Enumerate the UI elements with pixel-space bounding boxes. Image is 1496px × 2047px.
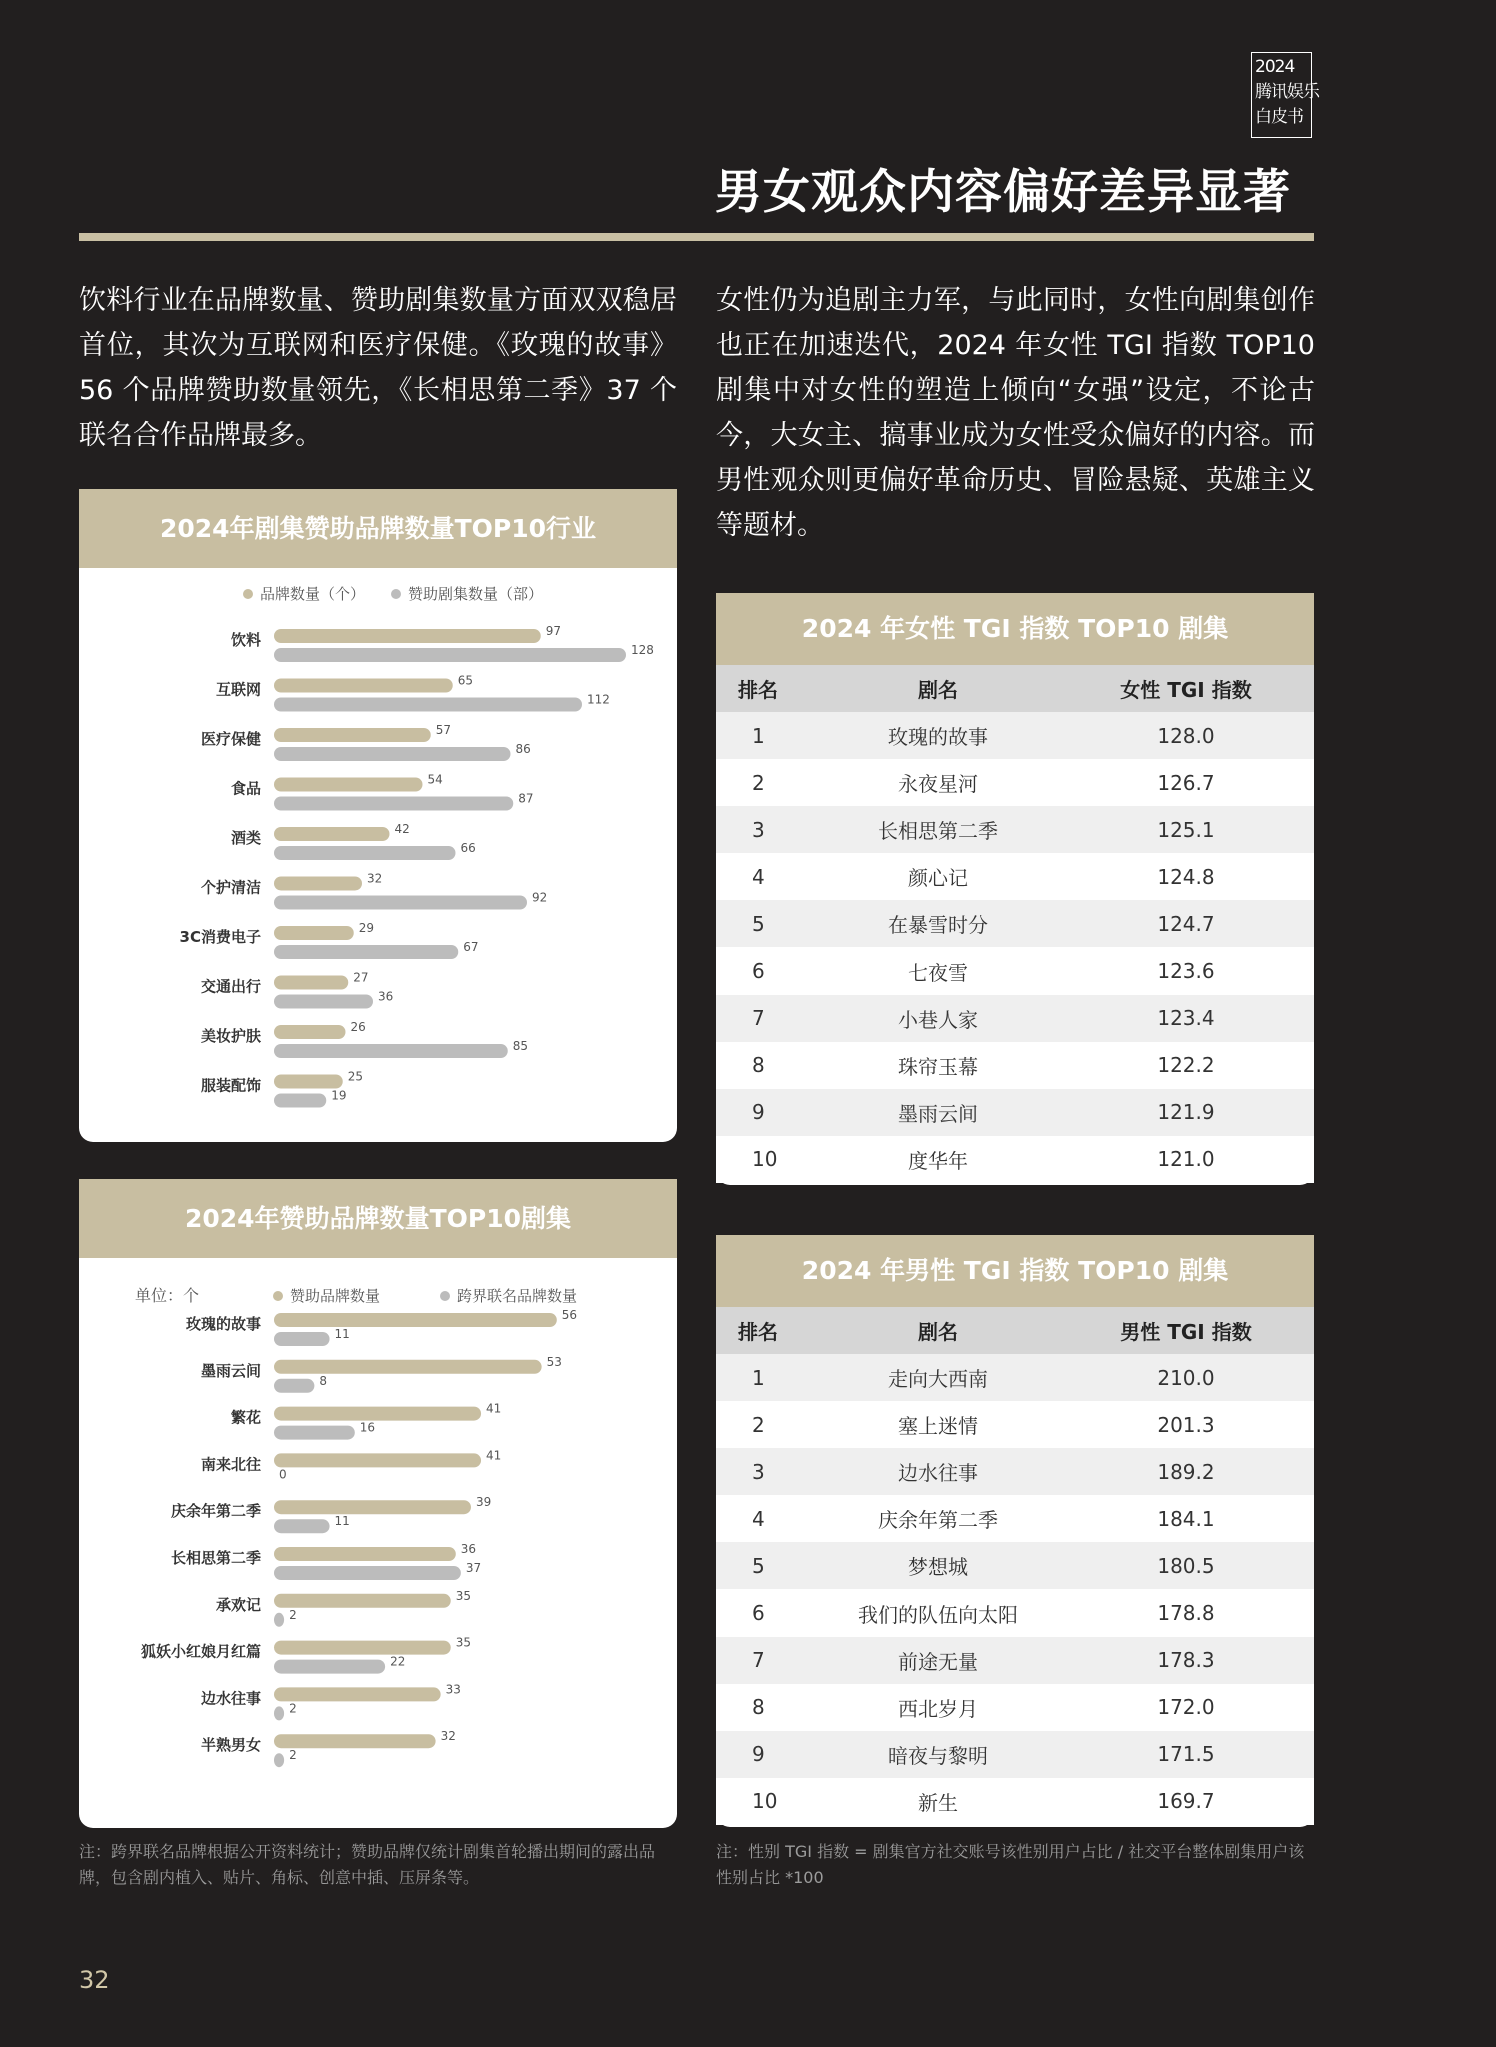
table-row [716, 1495, 1314, 1542]
cell-drama: 塞上迷情 [818, 1401, 1058, 1448]
table-header-row [716, 1307, 1314, 1354]
data-label: 54 [427, 772, 443, 787]
cell-tgi: 126.7 [1058, 759, 1314, 806]
cell-tgi: 180.5 [1058, 1542, 1314, 1589]
data-label: 2 [289, 1748, 297, 1763]
cell-tgi: 121.0 [1058, 1136, 1314, 1183]
cell-tgi: 171.5 [1058, 1731, 1314, 1778]
cell-drama: 边水往事 [818, 1448, 1058, 1495]
cell-rank: 8 [716, 1042, 818, 1089]
header-rank: 排名 [716, 665, 818, 712]
male-tgi-table [716, 1307, 1314, 1825]
legend-label: 跨界联名品牌数量 [457, 1287, 578, 1305]
data-label: 32 [367, 871, 383, 886]
bar [274, 1025, 346, 1039]
category-label: 食品 [230, 779, 261, 798]
bar [274, 896, 527, 910]
page-number: 32 [79, 1966, 110, 1994]
table-row [716, 712, 1314, 759]
data-label: 53 [546, 1354, 562, 1369]
footnote-left: 注：跨界联名品牌根据公开资料统计；赞助品牌仅统计剧集首轮播出期间的露出品牌，包含剧内植入、贴片、角标、创意中插、压屏条等。 [79, 1842, 656, 1887]
header-drama: 剧名 [818, 665, 1058, 712]
category-label: 酒类 [230, 829, 261, 847]
data-label: 41 [486, 1448, 502, 1463]
bar [274, 1075, 343, 1089]
data-label: 97 [545, 624, 562, 638]
cell-drama: 颜心记 [818, 853, 1058, 900]
cell-drama: 度华年 [818, 1136, 1058, 1183]
bar [274, 926, 354, 940]
category-label: 交通出行 [200, 977, 261, 996]
cell-rank: 5 [716, 900, 818, 947]
bar [274, 1379, 314, 1393]
legend-label: 赞助品牌数量 [290, 1287, 381, 1305]
cell-rank: 1 [716, 712, 818, 759]
bar [274, 1360, 542, 1374]
chart-title: 2024年赞助品牌数量TOP10剧集 [79, 1179, 677, 1258]
legend-label: 品牌数量（个） [260, 585, 366, 603]
bar [274, 778, 423, 792]
bar [274, 728, 431, 742]
cell-rank: 1 [716, 1354, 818, 1401]
bar [274, 1687, 441, 1701]
category-label: 医疗保健 [200, 730, 261, 748]
category-label: 3C消费电子 [179, 928, 261, 946]
header-tgi: 女性 TGI 指数 [1058, 665, 1314, 712]
data-label: 36 [460, 1542, 477, 1556]
logo-year: 2024 [1255, 57, 1295, 77]
cell-drama: 前途无量 [818, 1637, 1058, 1684]
bar [274, 648, 626, 662]
bar [274, 1426, 355, 1440]
data-label: 41 [486, 1401, 502, 1416]
data-label: 19 [331, 1088, 347, 1103]
title-divider [79, 233, 1314, 241]
cell-tgi: 169.7 [1058, 1778, 1314, 1825]
bar [274, 1753, 284, 1767]
category-label: 互联网 [215, 680, 261, 699]
table-row [716, 1542, 1314, 1589]
bar [274, 1734, 436, 1748]
bar [274, 629, 541, 643]
cell-drama: 西北岁月 [818, 1684, 1058, 1731]
data-label: 2 [289, 1607, 297, 1622]
data-label: 29 [358, 921, 375, 935]
table-row [716, 806, 1314, 853]
intro-paragraph-left: 饮料行业在品牌数量、赞助剧集数量方面双双稳居首位，其次为互联网和医疗保健。《玫瑰的故事》56 个品牌赞助数量领先，《长相思第二季》37 个联名合作品牌最多。 [79, 285, 677, 451]
header-rank: 排名 [716, 1307, 818, 1354]
data-label: 35 [455, 1635, 472, 1650]
bar [274, 1332, 330, 1346]
intro-paragraph-right: 女性仍为追剧主力军，与此同时，女性向剧集创作也正在加速迭代，2024 年女性 TGI 指数 TOP10 剧集中对女性的塑造上倾向“女强”设定，不论古今，大女主、搞事业成为女性受众偏好的内容。而男性观众则更偏好革命历史、冒险悬疑、英雄主义等题材。 [716, 285, 1315, 541]
cell-rank: 9 [716, 1089, 818, 1136]
cell-tgi: 124.7 [1058, 900, 1314, 947]
cell-rank: 10 [716, 1136, 818, 1183]
bar [274, 1407, 481, 1421]
cell-tgi: 123.4 [1058, 995, 1314, 1042]
industry-bar-chart [79, 568, 677, 1142]
data-label: 37 [465, 1561, 482, 1575]
industry-chart-card [79, 489, 677, 1142]
cell-drama: 永夜星河 [818, 759, 1058, 806]
table-row [716, 1589, 1314, 1636]
category-label: 服装配饰 [200, 1076, 261, 1095]
cell-tgi: 178.3 [1058, 1637, 1314, 1684]
bar [274, 945, 458, 959]
bar [274, 877, 362, 891]
data-label: 128 [631, 643, 654, 657]
cell-rank: 2 [716, 1401, 818, 1448]
cell-rank: 6 [716, 947, 818, 994]
data-label: 27 [353, 970, 369, 985]
legend-label: 赞助剧集数量（部） [408, 585, 544, 603]
category-label: 繁花 [230, 1408, 261, 1427]
cell-rank: 5 [716, 1542, 818, 1589]
logo-subtitle: 白皮书 [1255, 107, 1303, 127]
female-tgi-table [716, 665, 1314, 1183]
bar [274, 1566, 461, 1580]
table-title: 2024 年女性 TGI 指数 TOP10 剧集 [716, 593, 1314, 665]
cell-drama: 我们的队伍向太阳 [818, 1589, 1058, 1636]
table-row [716, 1448, 1314, 1495]
cell-tgi: 201.3 [1058, 1401, 1314, 1448]
cell-drama: 墨雨云间 [818, 1089, 1058, 1136]
cell-rank: 7 [716, 1637, 818, 1684]
cell-rank: 8 [716, 1684, 818, 1731]
bar [274, 995, 373, 1009]
data-label: 22 [390, 1654, 406, 1669]
category-label: 美妆护肤 [200, 1027, 261, 1045]
chart-unit-label: 单位：个 [135, 1286, 200, 1305]
footnote-right: 注：性别 TGI 指数 = 剧集官方社交账号该性别用户占比 / 社交平台整体剧集用户该性别占比 *100 [716, 1842, 1305, 1887]
cell-tgi: 121.9 [1058, 1089, 1314, 1136]
data-label: 2 [289, 1701, 297, 1716]
data-label: 42 [394, 822, 410, 836]
cell-rank: 4 [716, 853, 818, 900]
bar [274, 1453, 481, 1467]
bar [274, 747, 511, 761]
cell-drama: 七夜雪 [818, 947, 1058, 994]
table-row [716, 900, 1314, 947]
table-row [716, 1354, 1314, 1401]
logo-brand: 腾讯娱乐 [1255, 82, 1319, 102]
male-tgi-table-card [716, 1235, 1314, 1827]
data-label: 66 [460, 841, 476, 855]
cell-drama: 玫瑰的故事 [818, 712, 1058, 759]
cell-tgi: 210.0 [1058, 1354, 1314, 1401]
chart-title: 2024年剧集赞助品牌数量TOP10行业 [79, 489, 677, 568]
cell-drama: 在暴雪时分 [818, 900, 1058, 947]
bar [274, 797, 513, 811]
data-label: 39 [475, 1495, 492, 1510]
category-label: 承欢记 [215, 1595, 261, 1614]
data-label: 8 [319, 1373, 328, 1388]
cell-drama: 长相思第二季 [818, 806, 1058, 853]
category-label: 边水往事 [200, 1689, 261, 1708]
female-tgi-table-card [716, 593, 1314, 1185]
table-row [716, 1136, 1314, 1183]
table-row [716, 1089, 1314, 1136]
table-row [716, 947, 1314, 994]
category-label: 半熟男女 [200, 1736, 261, 1755]
category-label: 玫瑰的故事 [185, 1315, 261, 1333]
category-label: 饮料 [230, 631, 261, 649]
bar [274, 1547, 456, 1561]
header-tgi: 男性 TGI 指数 [1058, 1307, 1314, 1354]
cell-tgi: 184.1 [1058, 1495, 1314, 1542]
cell-rank: 3 [716, 1448, 818, 1495]
page-title: 男女观众内容偏好差异显著 [715, 165, 1291, 220]
category-label: 长相思第二季 [170, 1549, 261, 1567]
legend-swatch [391, 589, 401, 599]
category-label: 狐妖小红娘月红篇 [140, 1642, 261, 1661]
bar [274, 1313, 557, 1327]
cell-rank: 7 [716, 995, 818, 1042]
data-label: 65 [457, 673, 474, 688]
cell-tgi: 172.0 [1058, 1684, 1314, 1731]
table-row [716, 759, 1314, 806]
bar [274, 1706, 284, 1720]
bar [274, 1613, 284, 1627]
data-label: 86 [515, 742, 531, 756]
drama-bar-chart [79, 1258, 677, 1828]
cell-rank: 4 [716, 1495, 818, 1542]
drama-chart-card [79, 1179, 677, 1828]
brand-logo [1251, 52, 1319, 138]
bar [274, 1044, 508, 1058]
cell-rank: 3 [716, 806, 818, 853]
data-label: 11 [334, 1514, 350, 1529]
data-label: 25 [347, 1069, 364, 1084]
data-label: 67 [463, 940, 479, 954]
legend-swatch [440, 1291, 450, 1301]
data-label: 85 [512, 1039, 529, 1053]
data-label: 87 [518, 791, 534, 806]
cell-drama: 小巷人家 [818, 995, 1058, 1042]
table-row [716, 1637, 1314, 1684]
bar [274, 698, 582, 712]
legend-swatch [273, 1291, 283, 1301]
cell-tgi: 123.6 [1058, 947, 1314, 994]
bar [274, 1094, 326, 1108]
table-title: 2024 年男性 TGI 指数 TOP10 剧集 [716, 1235, 1314, 1307]
cell-tgi: 189.2 [1058, 1448, 1314, 1495]
table-row [716, 1042, 1314, 1089]
data-label: 92 [532, 890, 548, 905]
cell-tgi: 178.8 [1058, 1589, 1314, 1636]
data-label: 16 [359, 1420, 376, 1435]
table-row [716, 853, 1314, 900]
data-label: 33 [445, 1682, 461, 1697]
bar [274, 1519, 330, 1533]
data-label: 0 [279, 1467, 287, 1482]
cell-rank: 6 [716, 1589, 818, 1636]
data-label: 36 [378, 989, 394, 1004]
bar [274, 1500, 471, 1514]
category-label: 墨雨云间 [200, 1361, 261, 1380]
data-label: 26 [350, 1020, 366, 1034]
cell-rank: 9 [716, 1731, 818, 1778]
cell-drama: 新生 [818, 1778, 1058, 1825]
header-drama: 剧名 [818, 1307, 1058, 1354]
data-label: 35 [455, 1588, 472, 1603]
cell-drama: 庆余年第二季 [818, 1495, 1058, 1542]
bar [274, 1660, 385, 1674]
bar [274, 1641, 451, 1655]
bar [274, 976, 348, 990]
data-label: 57 [435, 723, 452, 737]
cell-rank: 2 [716, 759, 818, 806]
category-label: 南来北往 [200, 1455, 261, 1474]
data-label: 112 [587, 692, 610, 707]
category-label: 个护清洁 [200, 878, 261, 897]
cell-drama: 走向大西南 [818, 1354, 1058, 1401]
table-row [716, 1778, 1314, 1825]
table-header-row [716, 665, 1314, 712]
bar [274, 846, 456, 860]
data-label: 32 [440, 1729, 456, 1744]
table-row [716, 1401, 1314, 1448]
cell-drama: 珠帘玉幕 [818, 1042, 1058, 1089]
bar [274, 1594, 451, 1608]
cell-tgi: 122.2 [1058, 1042, 1314, 1089]
table-row [716, 1731, 1314, 1778]
cell-rank: 10 [716, 1778, 818, 1825]
bar [274, 679, 453, 693]
table-row [716, 995, 1314, 1042]
cell-drama: 梦想城 [818, 1542, 1058, 1589]
cell-tgi: 125.1 [1058, 806, 1314, 853]
cell-drama: 暗夜与黎明 [818, 1731, 1058, 1778]
data-label: 56 [561, 1308, 578, 1322]
bar [274, 827, 390, 841]
legend-swatch [243, 589, 253, 599]
category-label: 庆余年第二季 [170, 1502, 261, 1521]
cell-tgi: 124.8 [1058, 853, 1314, 900]
data-label: 11 [334, 1327, 350, 1341]
table-row [716, 1684, 1314, 1731]
cell-tgi: 128.0 [1058, 712, 1314, 759]
